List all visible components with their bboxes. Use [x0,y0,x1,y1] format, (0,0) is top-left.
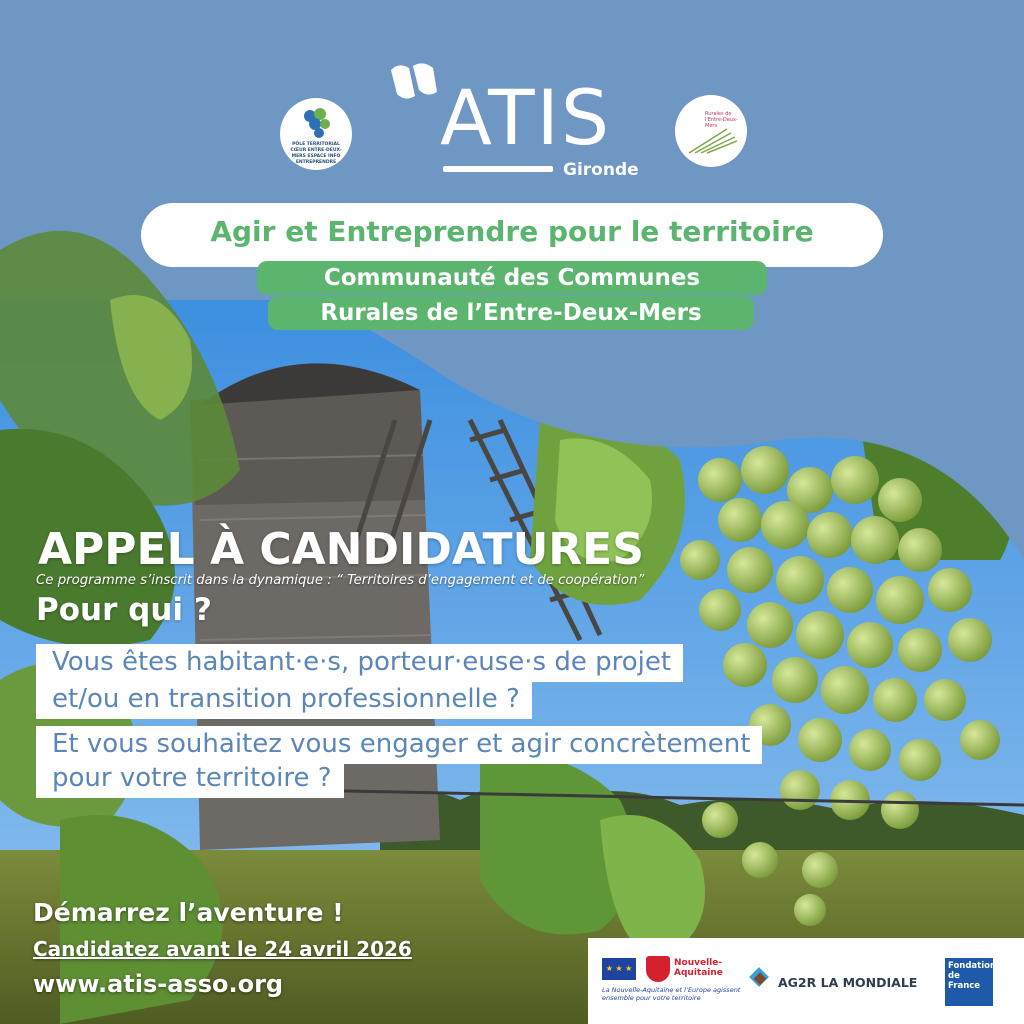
eu-flag-icon: ★ ★ ★ [602,958,636,980]
tagline-banner [141,203,883,267]
audience-heading: Pour qui ? [36,592,212,628]
communes-rurales-logo [675,95,747,167]
ag2r-name: AG2R LA MONDIALE [778,975,918,990]
vineyard-rows-icon [687,125,737,155]
atis-subtitle: Gironde [563,160,639,180]
atis-underline [443,166,553,172]
region-name: Nouvelle-Aquitaine [674,958,723,978]
question-2-line-1: Et vous souhaitez vous engager et agir concrètement [36,726,762,764]
partner-logos-band [588,938,1024,1024]
ag2r-diamond-icon [748,966,770,988]
tagline: Agir et Entreprendre pour le territoire [210,215,814,248]
atis-logo [385,62,645,182]
program-subtitle: Ce programme s’inscrit dans la dynamique : “ Territoires d’engagement et de coopération” [36,573,645,588]
fondation-de-france-logo: Fondation de France [945,958,993,1006]
pole-territorial-text: PÔLE TERRITORIAL CŒUR ENTRE-DEUX-MERS ESPACE INFO ENTREPRENDRE [290,142,342,165]
question-1-line-2: et/ou en transition professionnelle ? [36,681,532,719]
question-2-line-2: pour votre territoire ? [36,760,344,798]
grapes-icon [298,104,334,140]
community-line-2: Rurales de l’Entre-Deux-Mers [268,296,754,330]
atis-mark-icon [387,62,447,112]
question-1-line-1: Vous êtes habitant·e·s, porteur·euse·s de projet [36,644,683,682]
community-line-1: Communauté des Communes [257,261,767,295]
deadline-link[interactable]: Candidatez avant le 24 avril 2026 [33,937,412,961]
atis-wordmark: ATIS [440,73,612,162]
page-title: APPEL À CANDIDATURES [38,524,644,575]
communes-rurales-text: Rurales de l'Entre-Deux-Mers [705,111,738,129]
website-link[interactable]: www.atis-asso.org [33,970,284,998]
call-to-action: Démarrez l’aventure ! [33,898,344,927]
region-lion-icon [646,956,670,982]
pole-territorial-logo [280,98,352,170]
region-motto: La Nouvelle-Aquitaine et l’Europe agissent ensemble pour votre territoire [602,986,741,1002]
